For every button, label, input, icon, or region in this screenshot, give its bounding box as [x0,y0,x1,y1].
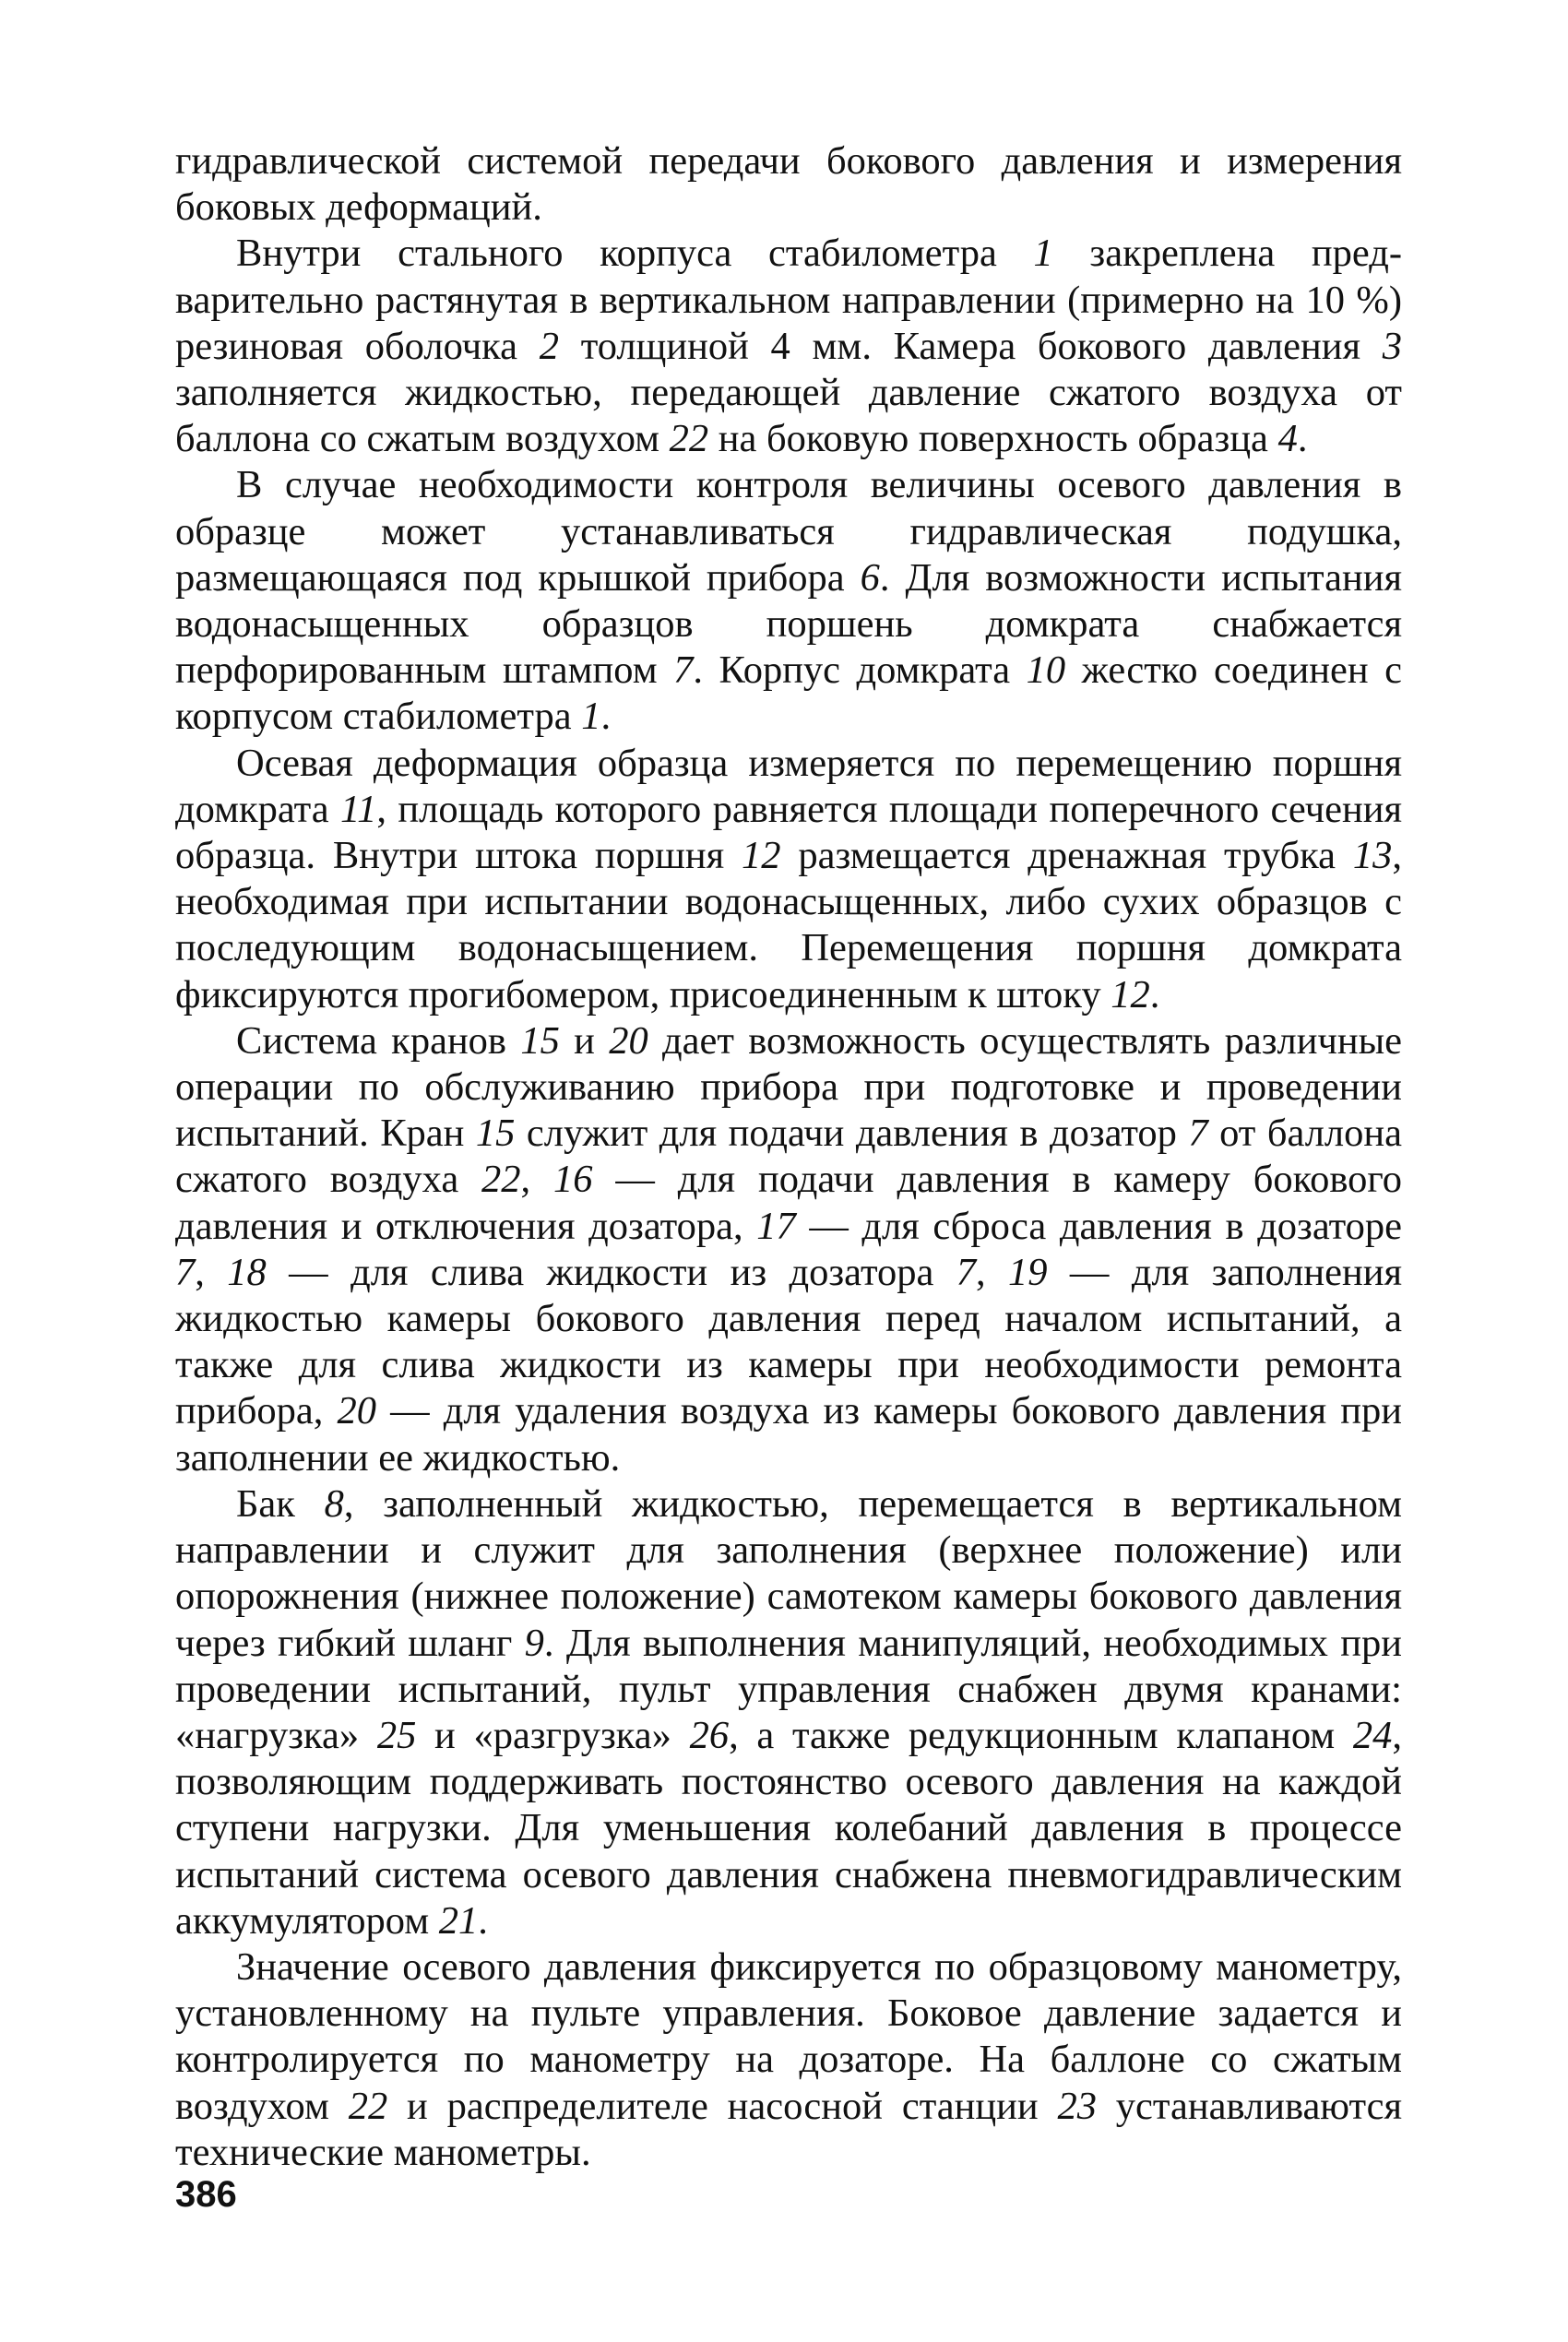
reference-numeral: 10 [1026,648,1066,693]
paragraph: Система кранов 15 и 20 дает возможность осуществлять различные операции по обслуживанию прибора при подготовке и проведении испытаний. Кран 15 служит для подачи давления в дозатор 7 от баллона сжатого воздуха 22, 16 — для подачи давления в камеру бокового давления и отключения дозатора, 17 — для сброса давления в дозаторе 7, 18 — для слива жидкости из дозатора 7, 19 — для заполнения жидкостью камеры бокового давления перед началом испытаний, а также для слива жидкости из камеры при необходимости ремонта прибора, 20 — для удаления воздуха из камеры бокового давления при заполнении ее жидкостью. [175,1018,1403,1480]
reference-numeral: 26 [689,1713,730,1757]
reference-numeral: 22 [669,417,709,461]
reference-numeral: 1 [581,695,601,739]
reference-numeral: 2 [539,324,559,368]
reference-numeral: 19 [1008,1250,1048,1294]
paragraph-continuation: гидравлической системой передачи бокового давления и измерения боковых деформаций. [175,139,1402,230]
reference-numeral: 15 [520,1018,560,1063]
reference-numeral: 21 [438,1898,479,1943]
paragraph: Внутри стального корпуса стабилометра 1 закреплена предварительно растянутая в вертикальном направлении (примерно на 10 %) резиновая оболочка 2 толщиной 4 мм. Камера бокового давления 3 заполняется жидкостью, передающей давление сжатого воздуха от баллона со сжатым воздухом 22 на боковую поверхность образца 4. [175,232,1403,461]
reference-numeral: 7 [175,1250,196,1294]
page-body [175,138,1402,2176]
reference-numeral: 12 [742,834,781,878]
reference-numeral: 8 [324,1481,344,1526]
reference-numeral: 13 [1352,834,1393,878]
paragraph: Бак 8, заполненный жидкостью, перемещается в вертикальном направлении и служит для заполнения (верхнее положение) или опорожнения (нижнее положение) самотеком камеры бокового давления через гибкий шланг 9. Для выполнения манипуляций, необходимых при проведении испытаний, пульт управления снабжен двумя кранами: «нагрузка» 25 и «разгрузка» 26, а также редукционным клапаном 24, позволяющим поддерживать постоянство осевого давления на каждой ступени нагрузки. Для уменьшения колебаний давления в процессе испытаний система осевого давления снабжена пневмогидравлическим аккумулятором 21. [175,1481,1402,1943]
page-number: 386 [175,2174,237,2215]
paragraph: В случае необходимости контроля величины осевого давления в образце может устанавливаться гидравлическая подушка, размещающаяся под крышкой прибора 6. Для возможности испытания водонасыщенных образцов поршень домкрата снабжается перфорированным штампом 7. Корпус домкрата 10 жестко соединен с корпусом стабилометра 1. [175,463,1403,739]
reference-numeral: 11 [340,787,377,831]
paragraph: Осевая деформация образца измеряется по перемещению поршня домкрата 11, площадь которого равняется площади поперечного сечения образца. Внутри штока поршня 12 размещается дренажная трубка 13, необходимая при испытании водонасыщенных, либо сухих образцов с последующим водонасыщением. Перемещения поршня домкрата фиксируются прогибомером, присоединенным к штоку 12. [175,741,1402,1016]
reference-numeral: 23 [1057,2084,1097,2128]
paragraph: Значение осевого давления фиксируется по образцовому манометру, установленному на пульте управления. Боковое давление задается и контролируется по манометру на дозаторе. На баллоне со сжатым воздухом 22 и распределителе насосной станции 23 устанавливаются технические манометры. [175,1944,1403,2174]
reference-numeral: 12 [1111,972,1150,1016]
reference-numeral: 7 [956,1250,976,1294]
reference-numeral: 22 [348,2084,388,2128]
reference-numeral: 25 [376,1713,417,1757]
reference-numeral: 7 [1188,1112,1208,1156]
reference-numeral: 15 [475,1112,516,1156]
reference-numeral: 24 [1352,1713,1393,1757]
reference-numeral: 1 [1033,232,1053,276]
reference-numeral: 16 [553,1158,593,1202]
reference-numeral: 17 [756,1204,796,1248]
reference-numeral: 6 [860,555,880,600]
reference-numeral: 4 [1277,417,1298,461]
reference-numeral: 9 [524,1621,544,1665]
reference-numeral: 20 [337,1389,376,1433]
reference-numeral: 18 [227,1250,267,1294]
reference-numeral: 7 [673,648,694,693]
reference-numeral: 20 [609,1018,648,1063]
reference-numeral: 22 [481,1158,521,1202]
reference-numeral: 3 [1382,324,1403,368]
